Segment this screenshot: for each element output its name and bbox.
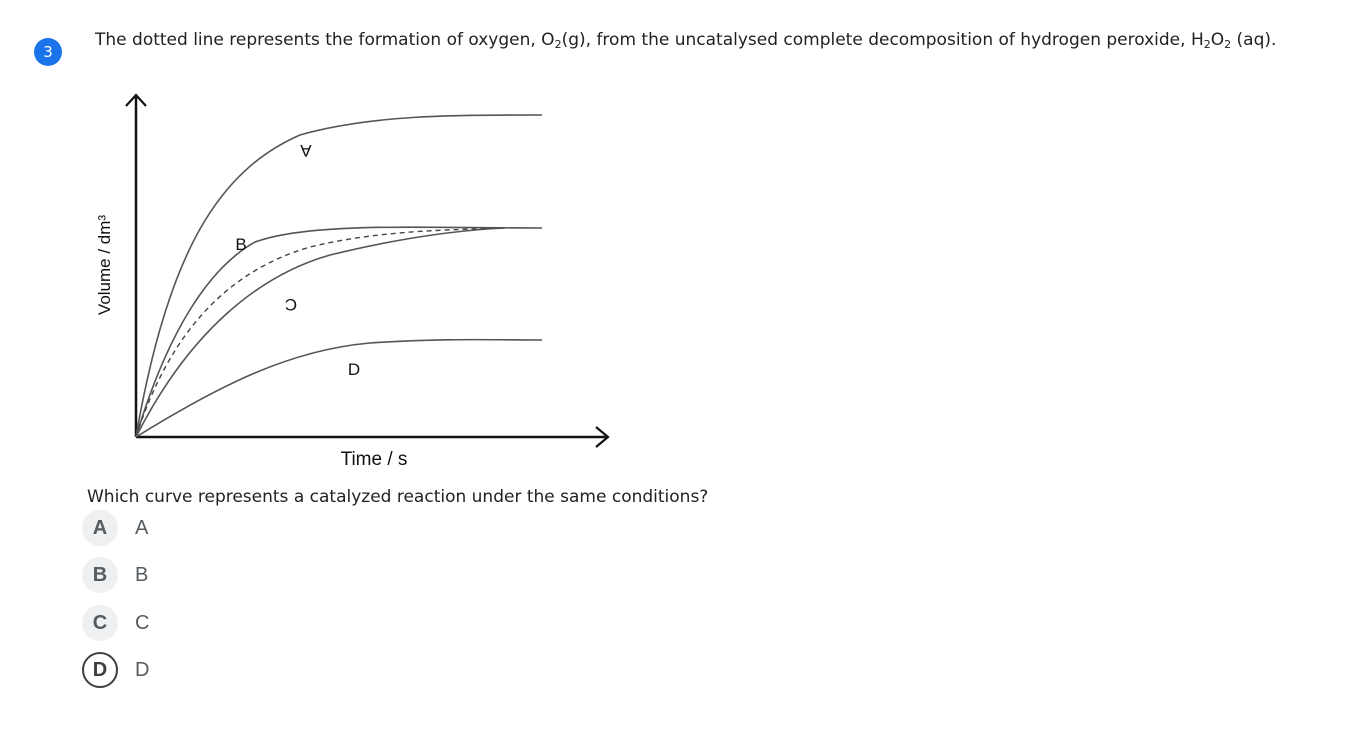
option-c-text[interactable]: C [135, 611, 150, 634]
question-prompt: The dotted line represents the formation of oxygen, $O_2(g)$, from the uncatalysed complete decomposition of hydrogen peroxide, $H_2O_2$ (aq). [95, 30, 1277, 51]
curve-a [136, 115, 542, 437]
curve-label-c: C [284, 295, 298, 314]
curve-label-d: D [347, 360, 361, 379]
curve-label-b: B [235, 235, 247, 254]
option-b[interactable] [82, 557, 148, 593]
curve-b [136, 227, 542, 437]
volume-time-graph [90, 85, 630, 475]
option-a[interactable] [82, 510, 148, 546]
option-a-letter[interactable]: A [82, 510, 118, 546]
x-axis-label: Time / s [340, 449, 408, 470]
question-number-badge: 3 [34, 38, 62, 66]
curve-c [136, 228, 505, 437]
curve-dotted-uncatalysed [136, 228, 505, 437]
y-axis-label: Volume / dm³ [95, 214, 114, 316]
option-b-letter[interactable]: B [82, 557, 118, 593]
option-d-text[interactable]: D [135, 658, 150, 681]
option-b-text[interactable]: B [135, 563, 149, 586]
question-text: Which curve represents a catalyzed reaction under the same conditions? [87, 487, 709, 507]
curve-d [136, 340, 542, 437]
curve-label-a: A [300, 141, 312, 160]
option-c-letter[interactable]: C [82, 605, 118, 641]
option-a-text[interactable]: A [135, 516, 149, 539]
option-d[interactable] [82, 652, 149, 688]
option-d-letter[interactable]: D [82, 652, 118, 688]
option-c[interactable] [82, 605, 149, 641]
